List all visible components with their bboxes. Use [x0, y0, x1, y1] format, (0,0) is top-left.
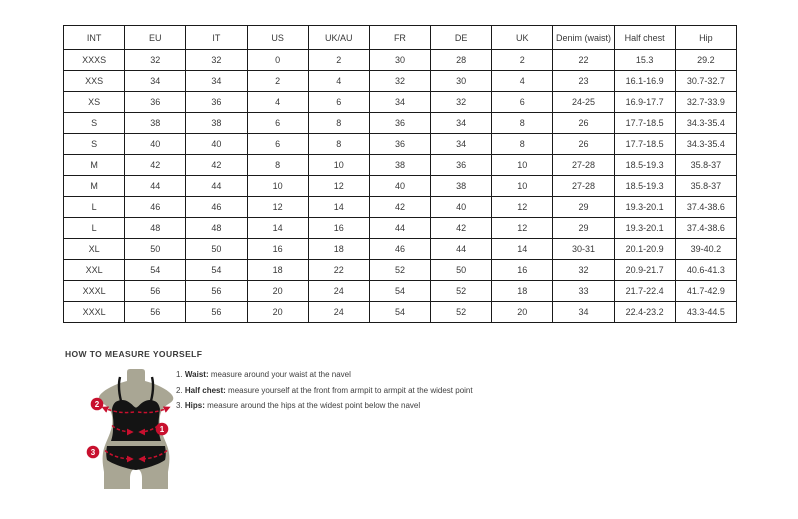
size-cell: 35.8-37 [675, 176, 736, 197]
size-cell: 8 [308, 113, 369, 134]
size-cell: 32 [125, 50, 186, 71]
size-cell: 54 [186, 260, 247, 281]
size-row [64, 197, 737, 218]
hips-badge-number: 3 [90, 448, 96, 457]
size-cell: 10 [492, 155, 553, 176]
size-cell: 34 [125, 71, 186, 92]
column-header: UK [492, 26, 553, 50]
size-cell: 8 [308, 134, 369, 155]
size-cell: L [64, 197, 125, 218]
size-cell: 16 [492, 260, 553, 281]
size-cell: 38 [186, 113, 247, 134]
size-cell: 17.7-18.5 [614, 113, 675, 134]
size-cell: 56 [125, 281, 186, 302]
size-cell: 20.1-20.9 [614, 239, 675, 260]
size-cell: 14 [492, 239, 553, 260]
size-cell: 36 [431, 155, 492, 176]
size-row [64, 281, 737, 302]
size-cell: 56 [186, 281, 247, 302]
size-cell: 40 [186, 134, 247, 155]
size-cell: 56 [125, 302, 186, 323]
size-cell: 42 [431, 218, 492, 239]
size-row [64, 239, 737, 260]
size-cell: 30.7-32.7 [675, 71, 736, 92]
size-cell: 50 [186, 239, 247, 260]
size-cell: 12 [308, 176, 369, 197]
size-cell: 2 [308, 50, 369, 71]
size-row [64, 71, 737, 92]
size-cell: 40 [125, 134, 186, 155]
measure-heading: HOW TO MEASURE YOURSELF [65, 349, 203, 359]
size-cell: 6 [247, 134, 308, 155]
size-cell: 18 [492, 281, 553, 302]
size-cell: 54 [125, 260, 186, 281]
size-cell: S [64, 134, 125, 155]
size-cell: 44 [125, 176, 186, 197]
size-row [64, 302, 737, 323]
size-cell: 54 [369, 281, 430, 302]
size-cell: 38 [369, 155, 430, 176]
hips-badge [87, 446, 100, 459]
size-cell: 32 [553, 260, 614, 281]
size-cell: 24-25 [553, 92, 614, 113]
size-cell: 24 [308, 281, 369, 302]
measure-step-label: Waist: [184, 370, 209, 379]
size-cell: 32 [186, 50, 247, 71]
size-cell: 18 [308, 239, 369, 260]
size-cell: 18.5-19.3 [614, 176, 675, 197]
size-cell: 48 [186, 218, 247, 239]
size-cell: 52 [369, 260, 430, 281]
size-cell: 20.9-21.7 [614, 260, 675, 281]
size-cell: 32 [369, 71, 430, 92]
size-cell: 10 [492, 176, 553, 197]
size-cell: 34 [186, 71, 247, 92]
column-header: UK/AU [308, 26, 369, 50]
size-cell: 22.4-23.2 [614, 302, 675, 323]
size-cell: 34 [431, 113, 492, 134]
size-cell: M [64, 155, 125, 176]
size-cell: 14 [247, 218, 308, 239]
size-cell: 56 [186, 302, 247, 323]
size-cell: 32.7-33.9 [675, 92, 736, 113]
size-cell: 20 [247, 281, 308, 302]
size-cell: 29 [553, 218, 614, 239]
size-cell: 36 [186, 92, 247, 113]
size-cell: 37.4-38.6 [675, 218, 736, 239]
size-cell: 36 [369, 134, 430, 155]
size-cell: XL [64, 239, 125, 260]
size-cell: 48 [125, 218, 186, 239]
size-cell: 19.3-20.1 [614, 218, 675, 239]
size-cell: L [64, 218, 125, 239]
size-cell: S [64, 113, 125, 134]
size-cell: 8 [247, 155, 308, 176]
size-cell: 43.3-44.5 [675, 302, 736, 323]
size-cell: 16 [247, 239, 308, 260]
size-cell: 23 [553, 71, 614, 92]
size-cell: 40 [431, 197, 492, 218]
size-cell: 20 [247, 302, 308, 323]
size-cell: XS [64, 92, 125, 113]
size-cell: 52 [431, 302, 492, 323]
size-cell: M [64, 176, 125, 197]
size-cell: 50 [431, 260, 492, 281]
size-cell: 34.3-35.4 [675, 134, 736, 155]
size-cell: 36 [369, 113, 430, 134]
size-cell: 38 [431, 176, 492, 197]
size-cell: 12 [492, 218, 553, 239]
size-cell: 35.8-37 [675, 155, 736, 176]
size-cell: 29.2 [675, 50, 736, 71]
measure-step-label: Half chest: [184, 385, 226, 395]
waist-badge-number: 1 [159, 425, 165, 434]
size-cell: 52 [431, 281, 492, 302]
column-header: US [247, 26, 308, 50]
size-cell: 8 [492, 134, 553, 155]
size-cell: 10 [308, 155, 369, 176]
size-cell: 18 [247, 260, 308, 281]
size-cell: 22 [308, 260, 369, 281]
chest-badge-number: 2 [94, 400, 100, 409]
size-cell: 30 [431, 71, 492, 92]
size-cell: 34 [369, 92, 430, 113]
size-cell: 42 [186, 155, 247, 176]
size-cell: 4 [247, 92, 308, 113]
size-cell: 27-28 [553, 176, 614, 197]
size-cell: 42 [369, 197, 430, 218]
size-cell: 28 [431, 50, 492, 71]
size-cell: 44 [186, 176, 247, 197]
size-cell: 33 [553, 281, 614, 302]
size-cell: 38 [125, 113, 186, 134]
size-cell: 12 [492, 197, 553, 218]
size-cell: 36 [125, 92, 186, 113]
size-row [64, 155, 737, 176]
size-cell: 4 [492, 71, 553, 92]
table-head [64, 26, 737, 50]
size-cell: 20 [492, 302, 553, 323]
table-header-row [64, 26, 737, 50]
size-cell: 15.3 [614, 50, 675, 71]
column-header: INT [64, 26, 125, 50]
column-header: IT [186, 26, 247, 50]
size-cell: XXXL [64, 281, 125, 302]
chest-badge [91, 398, 104, 411]
column-header: Hip [675, 26, 736, 50]
measure-step: 2. Half chest: measure yourself at the front from armpit to armpit at the widest point [176, 385, 473, 395]
size-cell: 32 [431, 92, 492, 113]
size-cell: 21.7-22.4 [614, 281, 675, 302]
size-cell: 14 [308, 197, 369, 218]
size-cell: 8 [492, 113, 553, 134]
column-header: DE [431, 26, 492, 50]
measure-step: 1. Waist: measure around your waist at the navel [176, 370, 351, 379]
size-cell: XXXS [64, 50, 125, 71]
size-cell: 41.7-42.9 [675, 281, 736, 302]
size-cell: 6 [308, 92, 369, 113]
size-cell: 30-31 [553, 239, 614, 260]
size-cell: 40.6-41.3 [675, 260, 736, 281]
column-header: Denim (waist) [553, 26, 614, 50]
size-cell: 46 [369, 239, 430, 260]
size-cell: 17.7-18.5 [614, 134, 675, 155]
size-cell: 34.3-35.4 [675, 113, 736, 134]
size-cell: 4 [308, 71, 369, 92]
size-cell: 46 [125, 197, 186, 218]
size-cell: 50 [125, 239, 186, 260]
size-cell: 6 [492, 92, 553, 113]
size-cell: 54 [369, 302, 430, 323]
size-cell: 19.3-20.1 [614, 197, 675, 218]
size-row [64, 134, 737, 155]
size-cell: 26 [553, 134, 614, 155]
size-cell: 2 [492, 50, 553, 71]
size-cell: 42 [125, 155, 186, 176]
size-row [64, 113, 737, 134]
size-cell: 6 [247, 113, 308, 134]
size-cell: 29 [553, 197, 614, 218]
size-cell: 0 [247, 50, 308, 71]
size-row [64, 50, 737, 71]
size-cell: 16.1-16.9 [614, 71, 675, 92]
size-cell: 26 [553, 113, 614, 134]
size-cell: 37.4-38.6 [675, 197, 736, 218]
table-body [64, 50, 737, 323]
size-cell: 16.9-17.7 [614, 92, 675, 113]
column-header: FR [369, 26, 430, 50]
size-cell: 34 [431, 134, 492, 155]
size-cell: 18.5-19.3 [614, 155, 675, 176]
size-cell: 10 [247, 176, 308, 197]
size-row [64, 176, 737, 197]
column-header: EU [125, 26, 186, 50]
column-header: Half chest [614, 26, 675, 50]
size-row [64, 218, 737, 239]
size-cell: 16 [308, 218, 369, 239]
measure-steps [176, 370, 473, 417]
size-cell: 30 [369, 50, 430, 71]
size-row [64, 260, 737, 281]
size-cell: 2 [247, 71, 308, 92]
size-cell: 44 [431, 239, 492, 260]
size-cell: 12 [247, 197, 308, 218]
size-cell: XXXL [64, 302, 125, 323]
size-cell: XXS [64, 71, 125, 92]
measure-step-label: Hips: [184, 401, 205, 410]
size-cell: 44 [369, 218, 430, 239]
size-chart-table [63, 25, 737, 323]
size-cell: 39-40.2 [675, 239, 736, 260]
size-cell: 46 [186, 197, 247, 218]
size-cell: 24 [308, 302, 369, 323]
measure-step: 3. Hips: measure around the hips at the widest point below the navel [176, 401, 421, 410]
size-cell: 27-28 [553, 155, 614, 176]
size-row [64, 92, 737, 113]
size-cell: 22 [553, 50, 614, 71]
size-cell: 40 [369, 176, 430, 197]
waist-badge [156, 423, 169, 436]
size-cell: XXL [64, 260, 125, 281]
size-cell: 34 [553, 302, 614, 323]
